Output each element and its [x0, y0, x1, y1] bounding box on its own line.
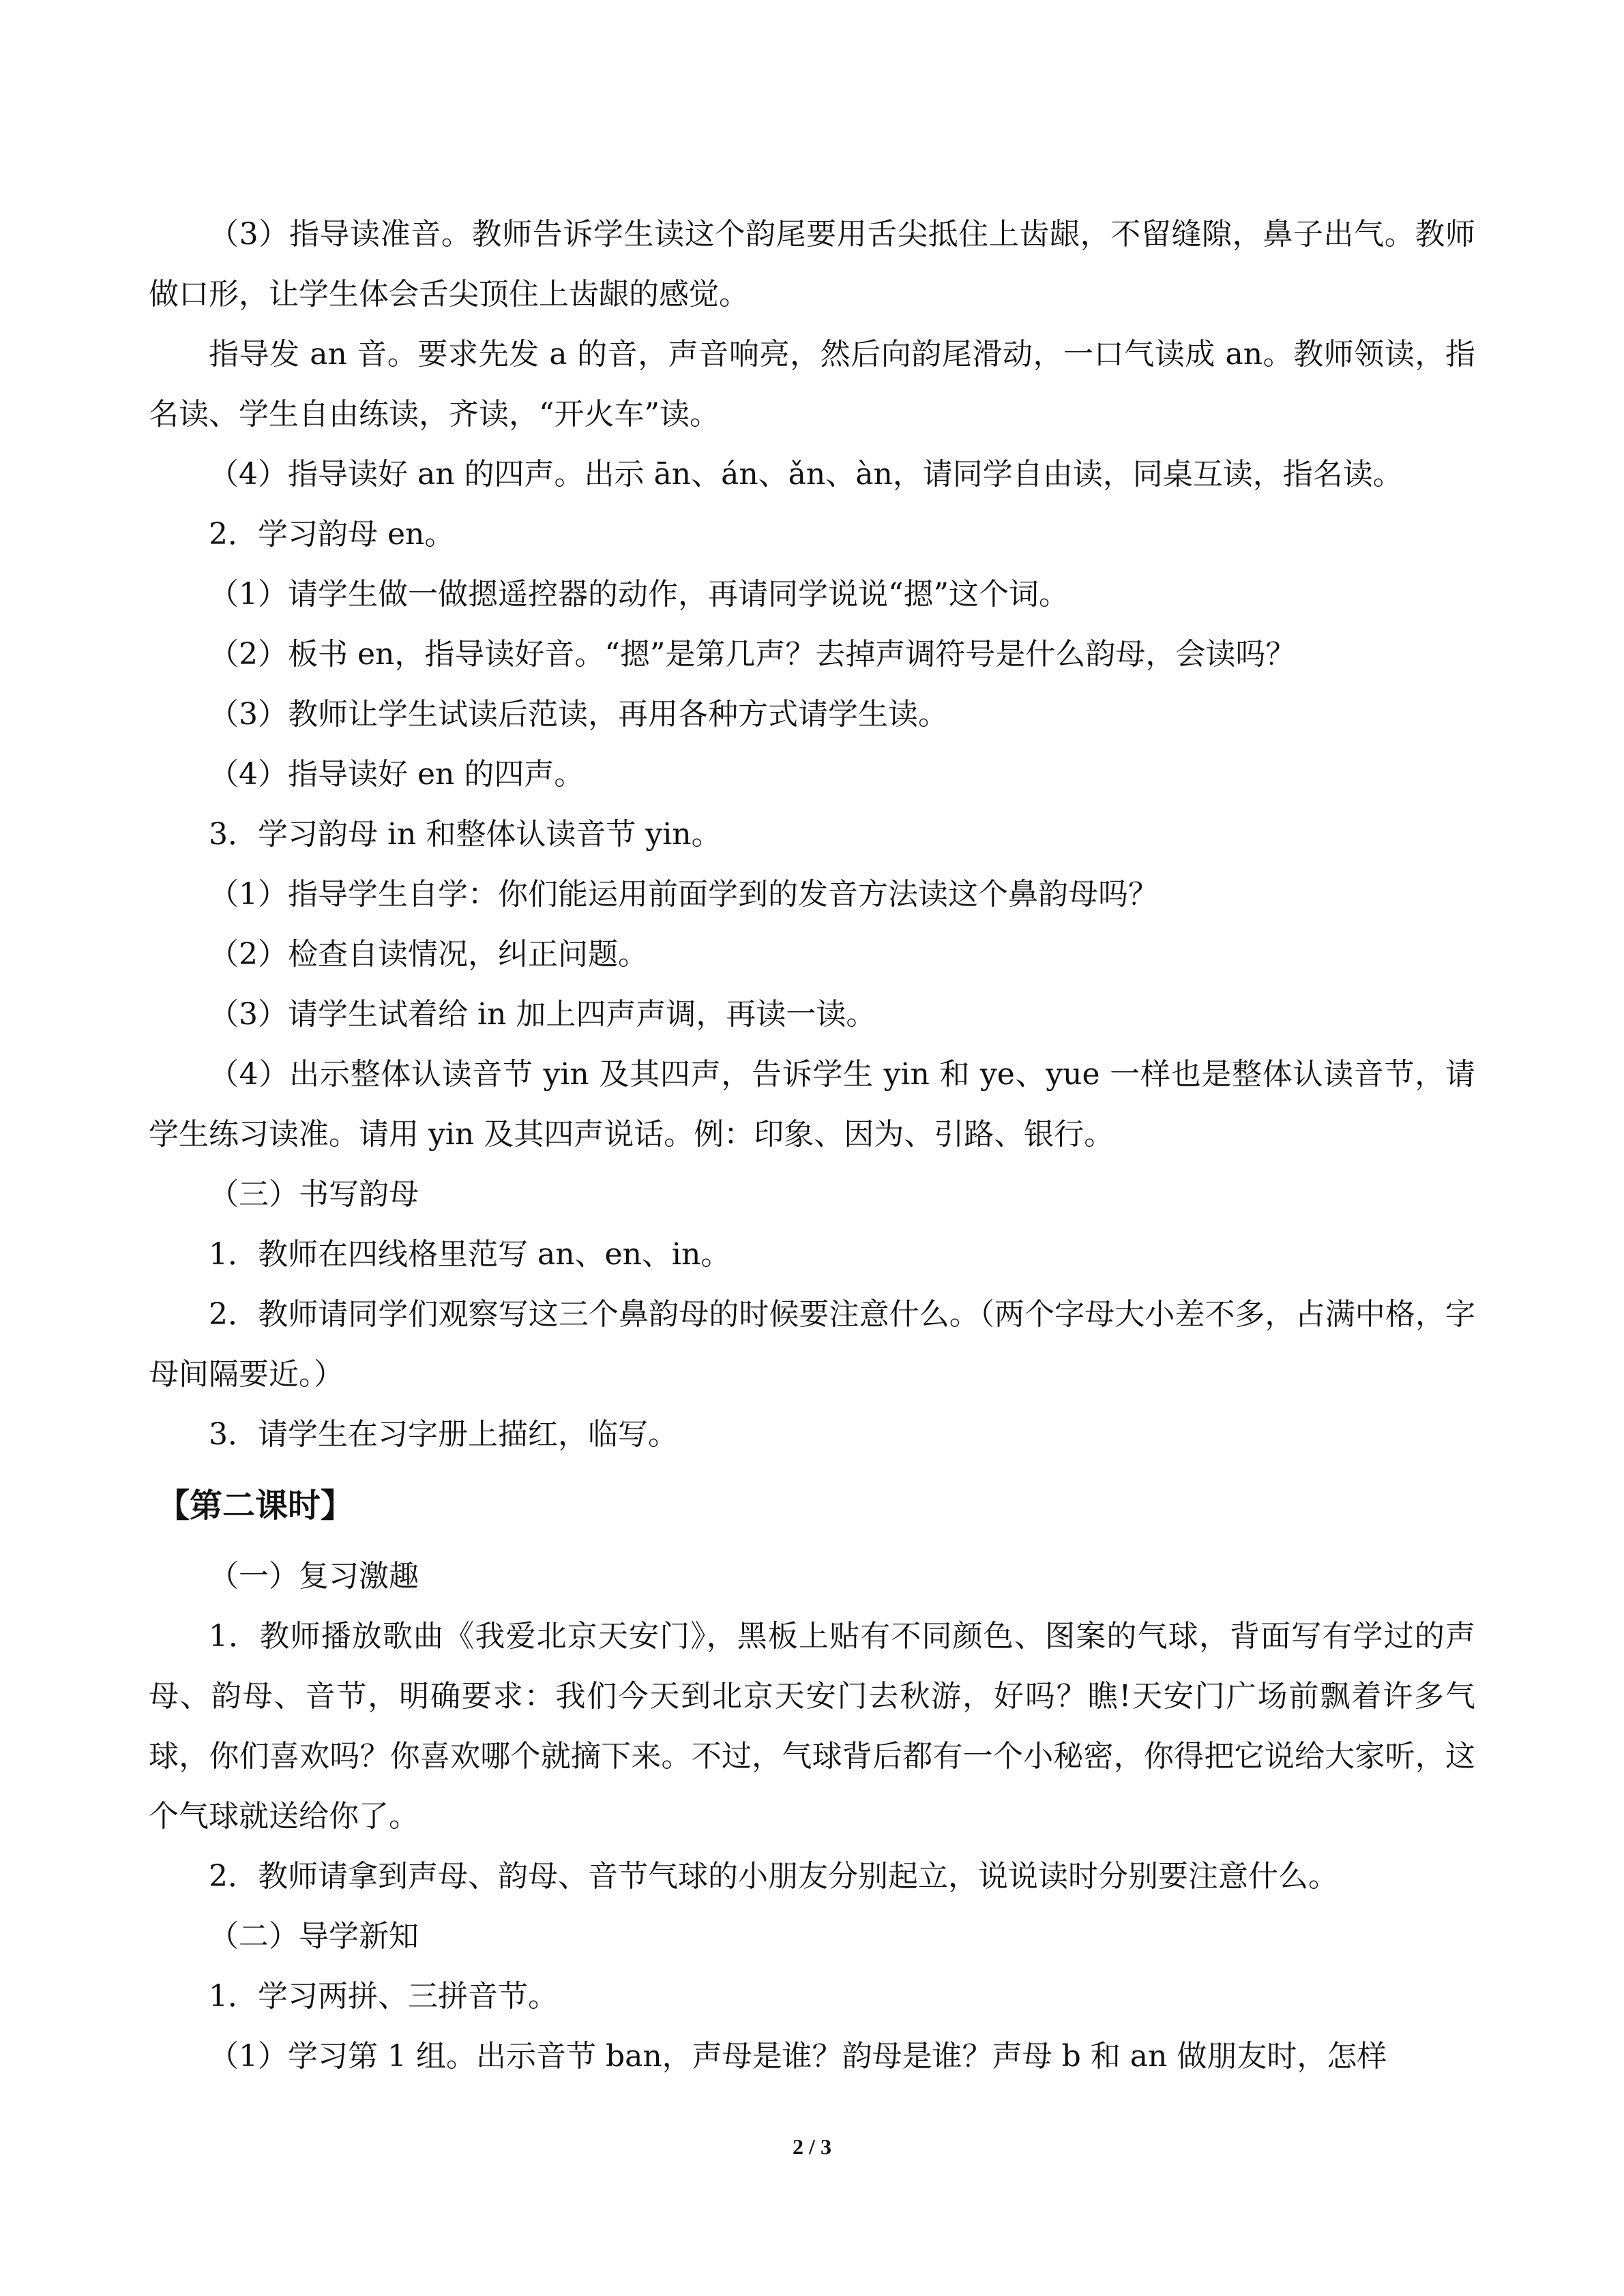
- paragraph: （3）教师让学生试读后范读，再用各种方式请学生读。: [209, 697, 948, 732]
- paragraph: 3．学习韵母 in 和整体认读音节 yin。: [209, 817, 722, 852]
- paragraph: 2．学习韵母 en。: [209, 517, 455, 552]
- page-number: 2 / 3: [793, 2134, 831, 2159]
- paragraph: （一）复习激趣: [209, 1559, 419, 1594]
- paragraph: 2．教师请拿到声母、韵母、音节气球的小朋友分别起立，说说读时分别要注意什么。: [209, 1859, 1338, 1894]
- paragraph: 1．教师在四线格里范写 an、en、in。: [209, 1237, 731, 1272]
- paragraph: （3）指导读准音。教师告诉学生读这个韵尾要用舌尖抵住上齿龈，不留缝隙，鼻子出气。教师做口形，让学生体会舌尖顶住上齿龈的感觉。: [149, 217, 1475, 312]
- paragraph: （4）出示整体认读音节 yin 及其四声，告诉学生 yin 和 ye、yue 一样也是整体认读音节，请学生练习读准。请用 yin 及其四声说话。例：印象、因为、引路、银行。: [149, 1057, 1475, 1152]
- paragraph: 3．请学生在习字册上描红，临写。: [209, 1417, 678, 1452]
- paragraph: 2．教师请同学们观察写这三个鼻韵母的时候要注意什么。（两个字母大小差不多，占满中格，字母间隔要近。）: [149, 1297, 1475, 1392]
- paragraph: （4）指导读好 an 的四声。出示 ān、án、ǎn、àn，请同学自由读，同桌互读，指名读。: [209, 457, 1403, 492]
- paragraph: （1）请学生做一做摁遥控器的动作，再请同学说说“摁”这个词。: [209, 577, 1069, 612]
- paragraph: （3）请学生试着给 in 加上四声声调，再读一读。: [209, 997, 876, 1032]
- paragraph: 指导发 an 音。要求先发 a 的音，声音响亮，然后向韵尾滑动，一口气读成 an。教师领读，指名读、学生自由练读，齐读，“开火车”读。: [149, 337, 1475, 432]
- paragraph: 1．学习两拼、三拼音节。: [209, 1979, 558, 2014]
- paragraph: （三）书写韵母: [209, 1177, 419, 1212]
- paragraph: 1．教师播放歌曲《我爱北京天安门》，黑板上贴有不同颜色、图案的气球，背面写有学过的声母、韵母、音节，明确要求：我们今天到北京天安门去秋游，好吗？瞧!天安门广场前飘着许多气球，你们喜欢吗？你喜欢哪个就摘下来。不过，气球背后都有一个小秘密，你得把它说给大家听，这个气球就送给你了。: [149, 1619, 1475, 1834]
- paragraph: （2）板书 en，指导读好音。“摁”是第几声？去掉声调符号是什么韵母，会读吗？: [209, 637, 1296, 672]
- paragraph: （1）学习第 1 组。出示音节 ban，声母是谁？韵母是谁？声母 b 和 an 做朋友时，怎样: [209, 2039, 1387, 2074]
- paragraph: （4）指导读好 en 的四声。: [209, 757, 585, 792]
- section-heading: 【第二课时】: [157, 1487, 354, 1525]
- document-body: [149, 205, 1475, 2087]
- paragraph: （1）指导学生自学：你们能运用前面学到的发音方法读这个鼻韵母吗？: [209, 877, 1158, 912]
- paragraph: （二）导学新知: [209, 1919, 419, 1954]
- paragraph: （2）检查自读情况，纠正问题。: [209, 937, 648, 972]
